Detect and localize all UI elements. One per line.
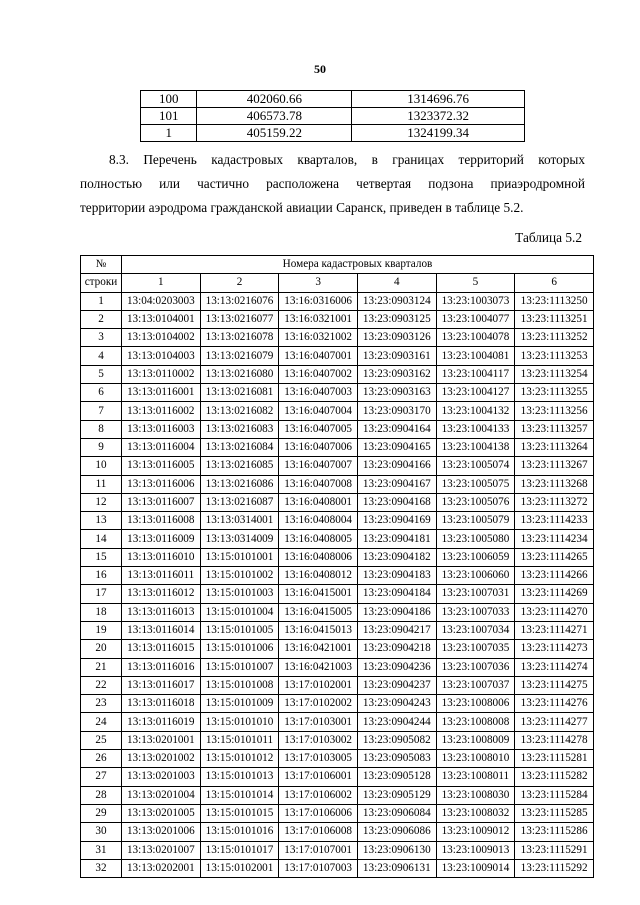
cadastral-number-cell: 13:23:0903162 bbox=[357, 365, 436, 383]
cadastral-number-cell: 13:23:1115286 bbox=[515, 823, 594, 841]
row-number-cell: 16 bbox=[81, 567, 122, 585]
cadastral-number-cell: 13:13:0201006 bbox=[122, 823, 201, 841]
cadastral-number-cell: 13:23:1007035 bbox=[436, 640, 515, 658]
table-row bbox=[81, 347, 594, 365]
cadastral-number-cell: 13:13:0116005 bbox=[122, 457, 201, 475]
cadastral-number-cell: 13:23:1115285 bbox=[515, 804, 594, 822]
cadastral-number-cell: 13:13:0216085 bbox=[200, 457, 279, 475]
cadastral-number-cell: 13:23:0904181 bbox=[357, 530, 436, 548]
row-number-cell: 25 bbox=[81, 731, 122, 749]
cadastral-number-cell: 13:23:1115292 bbox=[515, 859, 594, 877]
page-number: 50 bbox=[314, 62, 326, 76]
cadastral-number-cell: 13:23:1113256 bbox=[515, 402, 594, 420]
header-row-top bbox=[81, 256, 594, 274]
header-rownum-top: № bbox=[81, 256, 122, 274]
cadastral-number-cell: 13:13:0116009 bbox=[122, 530, 201, 548]
cadastral-number-cell: 13:23:0904184 bbox=[357, 585, 436, 603]
cadastral-number-cell: 13:13:0110002 bbox=[122, 365, 201, 383]
cadastral-number-cell: 13:13:0116018 bbox=[122, 695, 201, 713]
cadastral-number-cell: 13:16:0407007 bbox=[279, 457, 358, 475]
cadastral-number-cell: 13:13:0216078 bbox=[200, 329, 279, 347]
cadastral-number-cell: 13:16:0408012 bbox=[279, 567, 358, 585]
cadastral-number-cell: 13:13:0104002 bbox=[122, 329, 201, 347]
cadastral-number-cell: 13:23:0904169 bbox=[357, 512, 436, 530]
cadastral-number-cell: 13:23:1114266 bbox=[515, 567, 594, 585]
header-row-columns bbox=[81, 274, 594, 292]
cadastral-number-cell: 13:15:0101005 bbox=[200, 621, 279, 639]
cadastral-number-cell: 13:23:1113252 bbox=[515, 329, 594, 347]
cadastral-number-cell: 13:23:1008009 bbox=[436, 731, 515, 749]
cadastral-number-cell: 13:23:0904165 bbox=[357, 438, 436, 456]
cadastral-number-cell: 13:13:0116016 bbox=[122, 658, 201, 676]
row-number-cell: 18 bbox=[81, 603, 122, 621]
cadastral-number-cell: 13:23:1113255 bbox=[515, 384, 594, 402]
cadastral-number-cell: 13:23:1114233 bbox=[515, 512, 594, 530]
cadastral-number-cell: 13:23:1006059 bbox=[436, 548, 515, 566]
cadastral-number-cell: 13:23:1113272 bbox=[515, 493, 594, 511]
cadastral-number-cell: 13:23:1004077 bbox=[436, 310, 515, 328]
cadastral-number-cell: 13:23:0904186 bbox=[357, 603, 436, 621]
table-row bbox=[81, 768, 594, 786]
cadastral-number-cell: 13:13:0201004 bbox=[122, 786, 201, 804]
cadastral-number-cell: 13:23:0904183 bbox=[357, 567, 436, 585]
cadastral-number-cell: 13:16:0321002 bbox=[279, 329, 358, 347]
column-header: 2 bbox=[200, 274, 279, 292]
coordinates-cell: 1324199.34 bbox=[352, 125, 525, 142]
cadastral-number-cell: 13:16:0407003 bbox=[279, 384, 358, 402]
cadastral-number-cell: 13:13:0116003 bbox=[122, 420, 201, 438]
section-paragraph bbox=[80, 148, 585, 220]
cadastral-number-cell: 13:23:1005076 bbox=[436, 493, 515, 511]
cadastral-number-cell: 13:15:0101003 bbox=[200, 585, 279, 603]
row-number-cell: 23 bbox=[81, 695, 122, 713]
cadastral-number-cell: 13:23:1006060 bbox=[436, 567, 515, 585]
cadastral-number-cell: 13:23:0904236 bbox=[357, 658, 436, 676]
cadastral-number-cell: 13:23:0904166 bbox=[357, 457, 436, 475]
table-row bbox=[81, 402, 594, 420]
cadastral-number-cell: 13:04:0203003 bbox=[122, 292, 201, 310]
coordinates-table bbox=[140, 90, 525, 142]
cadastral-number-cell: 13:13:0116010 bbox=[122, 548, 201, 566]
cadastral-number-cell: 13:23:1113253 bbox=[515, 347, 594, 365]
cadastral-number-cell: 13:23:1113254 bbox=[515, 365, 594, 383]
table-row bbox=[81, 365, 594, 383]
cadastral-number-cell: 13:16:0408004 bbox=[279, 512, 358, 530]
cadastral-number-cell: 13:16:0407002 bbox=[279, 365, 358, 383]
coordinates-cell: 406573.78 bbox=[197, 108, 352, 125]
cadastral-number-cell: 13:23:0904182 bbox=[357, 548, 436, 566]
row-number-cell: 8 bbox=[81, 420, 122, 438]
table-row bbox=[81, 859, 594, 877]
row-number-cell: 9 bbox=[81, 438, 122, 456]
cadastral-number-cell: 13:16:0415005 bbox=[279, 603, 358, 621]
cadastral-number-cell: 13:23:1005074 bbox=[436, 457, 515, 475]
cadastral-number-cell: 13:23:1113267 bbox=[515, 457, 594, 475]
row-number-cell: 29 bbox=[81, 804, 122, 822]
column-header: 3 bbox=[279, 274, 358, 292]
table-row bbox=[81, 512, 594, 530]
table-row bbox=[81, 420, 594, 438]
cadastral-number-cell: 13:13:0314009 bbox=[200, 530, 279, 548]
cadastral-number-cell: 13:23:1008011 bbox=[436, 768, 515, 786]
cadastral-number-cell: 13:23:1005075 bbox=[436, 475, 515, 493]
row-number-cell: 24 bbox=[81, 713, 122, 731]
coordinates-row bbox=[141, 91, 525, 108]
cadastral-number-cell: 13:23:1115291 bbox=[515, 841, 594, 859]
cadastral-number-cell: 13:23:1007031 bbox=[436, 585, 515, 603]
table-row bbox=[81, 823, 594, 841]
cadastral-number-cell: 13:23:1114274 bbox=[515, 658, 594, 676]
cadastral-number-cell: 13:23:1004127 bbox=[436, 384, 515, 402]
paragraph-line: территории аэродрома гражданской авиации Саранск, приведен в таблице 5.2. bbox=[80, 200, 524, 215]
row-number-cell: 10 bbox=[81, 457, 122, 475]
cadastral-number-cell: 13:13:0116015 bbox=[122, 640, 201, 658]
table-row bbox=[81, 457, 594, 475]
cadastral-number-cell: 13:17:0107001 bbox=[279, 841, 358, 859]
cadastral-number-cell: 13:23:1115281 bbox=[515, 750, 594, 768]
cadastral-number-cell: 13:13:0216083 bbox=[200, 420, 279, 438]
cadastral-number-cell: 13:23:1114276 bbox=[515, 695, 594, 713]
cadastral-number-cell: 13:15:0101013 bbox=[200, 768, 279, 786]
cadastral-number-cell: 13:16:0407006 bbox=[279, 438, 358, 456]
cadastral-number-cell: 13:15:0101011 bbox=[200, 731, 279, 749]
table-row bbox=[81, 658, 594, 676]
row-number-cell: 11 bbox=[81, 475, 122, 493]
table-row bbox=[81, 750, 594, 768]
cadastral-number-cell: 13:23:0903126 bbox=[357, 329, 436, 347]
cadastral-number-cell: 13:15:0101017 bbox=[200, 841, 279, 859]
cadastral-number-cell: 13:23:0903163 bbox=[357, 384, 436, 402]
row-number-cell: 7 bbox=[81, 402, 122, 420]
cadastral-number-cell: 13:13:0201001 bbox=[122, 731, 201, 749]
cadastral-number-cell: 13:13:0116006 bbox=[122, 475, 201, 493]
coordinates-cell: 402060.66 bbox=[197, 91, 352, 108]
cadastral-number-cell: 13:13:0116001 bbox=[122, 384, 201, 402]
cadastral-number-cell: 13:23:0903124 bbox=[357, 292, 436, 310]
cadastral-number-cell: 13:23:1009013 bbox=[436, 841, 515, 859]
cadastral-number-cell: 13:13:0216087 bbox=[200, 493, 279, 511]
cadastral-number-cell: 13:15:0101015 bbox=[200, 804, 279, 822]
header-rownum-bottom: строки bbox=[81, 274, 122, 292]
cadastral-number-cell: 13:17:0103001 bbox=[279, 713, 358, 731]
header-group-title: Номера кадастровых кварталов bbox=[122, 256, 594, 274]
row-number-cell: 31 bbox=[81, 841, 122, 859]
cadastral-number-cell: 13:23:0904217 bbox=[357, 621, 436, 639]
table-row bbox=[81, 475, 594, 493]
table-row bbox=[81, 804, 594, 822]
cadastral-number-cell: 13:13:0216080 bbox=[200, 365, 279, 383]
cadastral-number-cell: 13:23:1114278 bbox=[515, 731, 594, 749]
cadastral-number-cell: 13:23:1004132 bbox=[436, 402, 515, 420]
cadastral-number-cell: 13:15:0101004 bbox=[200, 603, 279, 621]
cadastral-number-cell: 13:15:0101012 bbox=[200, 750, 279, 768]
cadastral-number-cell: 13:23:0903161 bbox=[357, 347, 436, 365]
coordinates-cell: 101 bbox=[141, 108, 197, 125]
table-row bbox=[81, 438, 594, 456]
row-number-cell: 6 bbox=[81, 384, 122, 402]
cadastral-number-cell: 13:13:0216079 bbox=[200, 347, 279, 365]
cadastral-number-cell: 13:23:1114273 bbox=[515, 640, 594, 658]
cadastral-quarters-table bbox=[80, 255, 594, 878]
row-number-cell: 19 bbox=[81, 621, 122, 639]
table-row bbox=[81, 713, 594, 731]
column-header: 6 bbox=[515, 274, 594, 292]
coordinates-cell: 405159.22 bbox=[197, 125, 352, 142]
cadastral-number-cell: 13:23:0906131 bbox=[357, 859, 436, 877]
cadastral-number-cell: 13:16:0408005 bbox=[279, 530, 358, 548]
cadastral-number-cell: 13:13:0314001 bbox=[200, 512, 279, 530]
cadastral-number-cell: 13:23:1004081 bbox=[436, 347, 515, 365]
table-row bbox=[81, 640, 594, 658]
row-number-cell: 13 bbox=[81, 512, 122, 530]
row-number-cell: 28 bbox=[81, 786, 122, 804]
cadastral-number-cell: 13:23:0904168 bbox=[357, 493, 436, 511]
cadastral-number-cell: 13:23:0906084 bbox=[357, 804, 436, 822]
cadastral-number-cell: 13:23:1009014 bbox=[436, 859, 515, 877]
row-number-cell: 21 bbox=[81, 658, 122, 676]
table-row bbox=[81, 786, 594, 804]
row-number-cell: 26 bbox=[81, 750, 122, 768]
cadastral-number-cell: 13:13:0116014 bbox=[122, 621, 201, 639]
cadastral-number-cell: 13:13:0104003 bbox=[122, 347, 201, 365]
cadastral-number-cell: 13:13:0201005 bbox=[122, 804, 201, 822]
cadastral-number-cell: 13:23:0904218 bbox=[357, 640, 436, 658]
cadastral-number-cell: 13:16:0407005 bbox=[279, 420, 358, 438]
cadastral-number-cell: 13:15:0101014 bbox=[200, 786, 279, 804]
cadastral-number-cell: 13:15:0101008 bbox=[200, 676, 279, 694]
cadastral-number-cell: 13:13:0216086 bbox=[200, 475, 279, 493]
cadastral-number-cell: 13:23:0904243 bbox=[357, 695, 436, 713]
cadastral-number-cell: 13:23:1008030 bbox=[436, 786, 515, 804]
coordinates-row bbox=[141, 108, 525, 125]
cadastral-number-cell: 13:17:0106001 bbox=[279, 768, 358, 786]
cadastral-number-cell: 13:23:1114277 bbox=[515, 713, 594, 731]
row-number-cell: 14 bbox=[81, 530, 122, 548]
row-number-cell: 30 bbox=[81, 823, 122, 841]
cadastral-number-cell: 13:23:0905083 bbox=[357, 750, 436, 768]
coordinates-cell: 100 bbox=[141, 91, 197, 108]
cadastral-number-cell: 13:23:0904167 bbox=[357, 475, 436, 493]
cadastral-number-cell: 13:16:0415001 bbox=[279, 585, 358, 603]
cadastral-number-cell: 13:23:1113250 bbox=[515, 292, 594, 310]
row-number-cell: 32 bbox=[81, 859, 122, 877]
cadastral-number-cell: 13:23:0906086 bbox=[357, 823, 436, 841]
coordinates-cell: 1314696.76 bbox=[352, 91, 525, 108]
row-number-cell: 22 bbox=[81, 676, 122, 694]
table-row bbox=[81, 310, 594, 328]
table-row bbox=[81, 731, 594, 749]
cadastral-number-cell: 13:23:0906130 bbox=[357, 841, 436, 859]
cadastral-number-cell: 13:23:0904244 bbox=[357, 713, 436, 731]
cadastral-number-cell: 13:23:1008010 bbox=[436, 750, 515, 768]
cadastral-number-cell: 13:16:0408006 bbox=[279, 548, 358, 566]
cadastral-number-cell: 13:15:0102001 bbox=[200, 859, 279, 877]
cadastral-number-cell: 13:13:0116008 bbox=[122, 512, 201, 530]
table-row bbox=[81, 567, 594, 585]
cadastral-number-cell: 13:15:0101006 bbox=[200, 640, 279, 658]
cadastral-number-cell: 13:23:1005079 bbox=[436, 512, 515, 530]
cadastral-number-cell: 13:23:1004117 bbox=[436, 365, 515, 383]
coordinates-table-body bbox=[141, 91, 525, 142]
column-header: 4 bbox=[357, 274, 436, 292]
cadastral-number-cell: 13:23:1113268 bbox=[515, 475, 594, 493]
cadastral-number-cell: 13:23:1007033 bbox=[436, 603, 515, 621]
row-number-cell: 3 bbox=[81, 329, 122, 347]
table-header bbox=[81, 256, 594, 293]
cadastral-number-cell: 13:23:1115282 bbox=[515, 768, 594, 786]
cadastral-number-cell: 13:23:1005080 bbox=[436, 530, 515, 548]
cadastral-number-cell: 13:23:1114269 bbox=[515, 585, 594, 603]
cadastral-number-cell: 13:15:0101001 bbox=[200, 548, 279, 566]
cadastral-number-cell: 13:13:0216084 bbox=[200, 438, 279, 456]
row-number-cell: 12 bbox=[81, 493, 122, 511]
table-row bbox=[81, 292, 594, 310]
cadastral-number-cell: 13:13:0202001 bbox=[122, 859, 201, 877]
cadastral-number-cell: 13:23:1114234 bbox=[515, 530, 594, 548]
cadastral-number-cell: 13:13:0116004 bbox=[122, 438, 201, 456]
cadastral-number-cell: 13:23:1113257 bbox=[515, 420, 594, 438]
cadastral-number-cell: 13:23:1114275 bbox=[515, 676, 594, 694]
cadastral-number-cell: 13:15:0101007 bbox=[200, 658, 279, 676]
cadastral-number-cell: 13:15:0101009 bbox=[200, 695, 279, 713]
paragraph-line: полностью или частично расположена четвертая подзона приаэродромной bbox=[80, 176, 585, 191]
row-number-cell: 5 bbox=[81, 365, 122, 383]
cadastral-number-cell: 13:15:0101016 bbox=[200, 823, 279, 841]
cadastral-number-cell: 13:23:0904237 bbox=[357, 676, 436, 694]
cadastral-number-cell: 13:13:0116017 bbox=[122, 676, 201, 694]
cadastral-number-cell: 13:16:0407008 bbox=[279, 475, 358, 493]
table-row bbox=[81, 621, 594, 639]
cadastral-number-cell: 13:23:0905082 bbox=[357, 731, 436, 749]
column-header: 5 bbox=[436, 274, 515, 292]
cadastral-number-cell: 13:16:0408001 bbox=[279, 493, 358, 511]
cadastral-number-cell: 13:23:0905129 bbox=[357, 786, 436, 804]
cadastral-number-cell: 13:23:1008008 bbox=[436, 713, 515, 731]
cadastral-number-cell: 13:23:1007037 bbox=[436, 676, 515, 694]
cadastral-number-cell: 13:13:0216076 bbox=[200, 292, 279, 310]
table-row bbox=[81, 384, 594, 402]
paragraph-line: 8.3. Перечень кадастровых кварталов, в границах территорий которых bbox=[109, 152, 585, 167]
table-caption: Таблица 5.2 bbox=[515, 230, 582, 245]
cadastral-number-cell: 13:23:1114270 bbox=[515, 603, 594, 621]
cadastral-number-cell: 13:13:0116007 bbox=[122, 493, 201, 511]
cadastral-number-cell: 13:17:0106008 bbox=[279, 823, 358, 841]
row-number-cell: 1 bbox=[81, 292, 122, 310]
row-number-cell: 15 bbox=[81, 548, 122, 566]
cadastral-number-cell: 13:23:1008006 bbox=[436, 695, 515, 713]
table-row bbox=[81, 841, 594, 859]
cadastral-number-cell: 13:23:1009012 bbox=[436, 823, 515, 841]
column-header: 1 bbox=[122, 274, 201, 292]
cadastral-number-cell: 13:23:1113251 bbox=[515, 310, 594, 328]
coordinates-row bbox=[141, 125, 525, 142]
cadastral-number-cell: 13:23:1004133 bbox=[436, 420, 515, 438]
table-row bbox=[81, 585, 594, 603]
cadastral-number-cell: 13:23:1114265 bbox=[515, 548, 594, 566]
cadastral-number-cell: 13:16:0421003 bbox=[279, 658, 358, 676]
cadastral-number-cell: 13:17:0106002 bbox=[279, 786, 358, 804]
cadastral-number-cell: 13:16:0421001 bbox=[279, 640, 358, 658]
cadastral-number-cell: 13:15:0101010 bbox=[200, 713, 279, 731]
cadastral-number-cell: 13:23:1008032 bbox=[436, 804, 515, 822]
table-row bbox=[81, 493, 594, 511]
row-number-cell: 20 bbox=[81, 640, 122, 658]
cadastral-number-cell: 13:13:0216082 bbox=[200, 402, 279, 420]
cadastral-number-cell: 13:15:0101002 bbox=[200, 567, 279, 585]
cadastral-number-cell: 13:16:0407004 bbox=[279, 402, 358, 420]
cadastral-number-cell: 13:23:0905128 bbox=[357, 768, 436, 786]
table-row bbox=[81, 329, 594, 347]
cadastral-number-cell: 13:23:1007036 bbox=[436, 658, 515, 676]
cadastral-number-cell: 13:23:0903125 bbox=[357, 310, 436, 328]
cadastral-number-cell: 13:17:0102001 bbox=[279, 676, 358, 694]
cadastral-number-cell: 13:13:0201007 bbox=[122, 841, 201, 859]
cadastral-number-cell: 13:13:0201002 bbox=[122, 750, 201, 768]
cadastral-number-cell: 13:13:0116019 bbox=[122, 713, 201, 731]
cadastral-number-cell: 13:17:0106006 bbox=[279, 804, 358, 822]
cadastral-number-cell: 13:17:0103005 bbox=[279, 750, 358, 768]
table-row bbox=[81, 530, 594, 548]
cadastral-number-cell: 13:13:0216077 bbox=[200, 310, 279, 328]
cadastral-number-cell: 13:13:0201003 bbox=[122, 768, 201, 786]
cadastral-number-cell: 13:17:0102002 bbox=[279, 695, 358, 713]
row-number-cell: 17 bbox=[81, 585, 122, 603]
cadastral-number-cell: 13:16:0316006 bbox=[279, 292, 358, 310]
coordinates-cell: 1 bbox=[141, 125, 197, 142]
table-row bbox=[81, 695, 594, 713]
cadastral-number-cell: 13:23:1114271 bbox=[515, 621, 594, 639]
table-body bbox=[81, 292, 594, 878]
cadastral-number-cell: 13:23:1007034 bbox=[436, 621, 515, 639]
table-row bbox=[81, 676, 594, 694]
cadastral-number-cell: 13:17:0107003 bbox=[279, 859, 358, 877]
cadastral-number-cell: 13:13:0104001 bbox=[122, 310, 201, 328]
cadastral-number-cell: 13:16:0415013 bbox=[279, 621, 358, 639]
cadastral-number-cell: 13:16:0321001 bbox=[279, 310, 358, 328]
cadastral-number-cell: 13:23:0904164 bbox=[357, 420, 436, 438]
cadastral-number-cell: 13:16:0407001 bbox=[279, 347, 358, 365]
cadastral-number-cell: 13:23:0903170 bbox=[357, 402, 436, 420]
table-row bbox=[81, 548, 594, 566]
cadastral-number-cell: 13:13:0116012 bbox=[122, 585, 201, 603]
cadastral-number-cell: 13:23:1004078 bbox=[436, 329, 515, 347]
cadastral-number-cell: 13:13:0116002 bbox=[122, 402, 201, 420]
cadastral-number-cell: 13:23:1003073 bbox=[436, 292, 515, 310]
row-number-cell: 27 bbox=[81, 768, 122, 786]
cadastral-number-cell: 13:13:0116013 bbox=[122, 603, 201, 621]
cadastral-number-cell: 13:23:1113264 bbox=[515, 438, 594, 456]
coordinates-cell: 1323372.32 bbox=[352, 108, 525, 125]
cadastral-number-cell: 13:13:0116011 bbox=[122, 567, 201, 585]
cadastral-number-cell: 13:23:1115284 bbox=[515, 786, 594, 804]
table-row bbox=[81, 603, 594, 621]
row-number-cell: 2 bbox=[81, 310, 122, 328]
cadastral-number-cell: 13:17:0103002 bbox=[279, 731, 358, 749]
cadastral-number-cell: 13:13:0216081 bbox=[200, 384, 279, 402]
cadastral-number-cell: 13:23:1004138 bbox=[436, 438, 515, 456]
row-number-cell: 4 bbox=[81, 347, 122, 365]
